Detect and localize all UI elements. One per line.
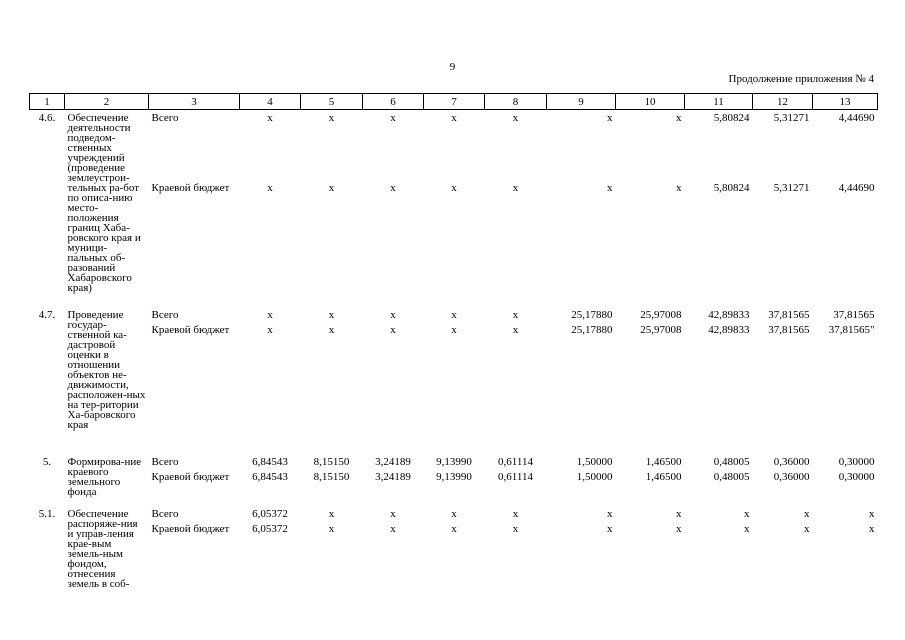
value-cell [753, 506, 813, 596]
value-cell [485, 307, 547, 454]
funding-type: Всего [151, 112, 179, 124]
value: 0,30000 [838, 470, 875, 483]
value-cell [301, 454, 363, 506]
value: x [744, 522, 750, 535]
col-header: 12 [753, 94, 813, 110]
value: 37,81565 [768, 323, 810, 336]
value-cell [240, 307, 301, 454]
value: x [451, 522, 457, 535]
column-header-row [30, 94, 878, 110]
row-number: 5.1. [38, 507, 56, 520]
value-cell [813, 454, 878, 506]
value-cell [363, 506, 424, 596]
value-cell [685, 454, 753, 506]
value: 1,46500 [645, 470, 682, 483]
table-row [30, 506, 878, 596]
value: 25,17880 [571, 323, 613, 336]
value: 3,24189 [375, 455, 411, 468]
value-cell [813, 110, 878, 307]
value-cell [424, 307, 485, 454]
col-header: 13 [813, 94, 878, 110]
funding-type-cell [149, 110, 240, 307]
value-cell [753, 307, 813, 454]
value-cell [547, 307, 616, 454]
value: x [676, 182, 682, 194]
value-cell [616, 307, 685, 454]
value: 8,15150 [313, 455, 350, 468]
value: x [804, 522, 810, 535]
value-cell [301, 506, 363, 596]
value-cell [301, 307, 363, 454]
value: x [512, 112, 519, 124]
value: x [267, 308, 273, 321]
budget-table [29, 93, 878, 596]
value-cell [240, 506, 301, 596]
value-cell [685, 506, 753, 596]
col-header: 9 [547, 94, 616, 110]
value: x [512, 507, 519, 520]
value: 0,48005 [713, 455, 750, 468]
value: x [607, 182, 613, 194]
funding-type: Всего [151, 507, 179, 520]
value: 1,50000 [576, 470, 613, 483]
funding-type-cell [149, 454, 240, 506]
value: x [744, 507, 750, 520]
value: x [676, 507, 682, 520]
value: 5,31271 [773, 112, 810, 124]
funding-type-cell [149, 307, 240, 454]
value-cell [301, 110, 363, 307]
value: 42,89833 [708, 323, 750, 336]
row-name: Формирова-ние краевого земельного фонда [67, 455, 142, 498]
value: 1,50000 [576, 455, 613, 468]
value: 6,84543 [252, 470, 288, 483]
value: x [512, 323, 519, 336]
value: x [804, 507, 810, 520]
row-name: Проведение государ-ственной ка-дастровой оценки в отношении объектов не-движимости, расположен-ных на тер-ритории Ха-баровского края [67, 308, 146, 431]
value: x [390, 308, 396, 321]
value: x [267, 112, 273, 124]
value: 1,46500 [645, 455, 682, 468]
value: x [512, 182, 519, 194]
value-cell [753, 110, 813, 307]
funding-type: Краевой бюджет [151, 522, 230, 535]
value-cell [240, 454, 301, 506]
value: 8,15150 [313, 470, 350, 483]
col-header: 5 [301, 94, 363, 110]
value: 37,81565 [768, 308, 810, 321]
value: x [869, 507, 875, 520]
value: 9,13990 [436, 470, 472, 483]
value: 4,44690 [838, 182, 875, 194]
col-header: 11 [685, 94, 753, 110]
value-cell [616, 454, 685, 506]
row-name: Обеспечение деятельности подведом-ственных учреждений (проведение землеустрои-тельных ра-бот по описа-нию место-положения границ Хаба-ровского края и муници-пальных об-разований Хабаровского края) [67, 112, 141, 294]
value: x [451, 308, 457, 321]
value-cell [424, 110, 485, 307]
value: x [390, 507, 396, 520]
value: x [512, 308, 519, 321]
value-cell [240, 110, 301, 307]
value: x [451, 507, 457, 520]
value-cell [616, 506, 685, 596]
col-header: 10 [616, 94, 685, 110]
value: x [676, 112, 682, 124]
value: x [328, 112, 335, 124]
value: 0,36000 [773, 470, 810, 483]
value: 9,13990 [436, 455, 472, 468]
value-cell [753, 454, 813, 506]
value: x [451, 323, 457, 336]
table-row [30, 454, 878, 506]
value-cell [685, 307, 753, 454]
value: 0,30000 [838, 455, 875, 468]
value-cell [547, 454, 616, 506]
row-number: 4.6. [38, 112, 56, 124]
table-row [30, 307, 878, 454]
value: 37,81565" [828, 323, 875, 336]
value: 37,81565 [833, 308, 875, 321]
value: 5,31271 [773, 182, 810, 194]
value: 0,61114 [498, 470, 533, 483]
funding-type: Всего [151, 455, 179, 468]
value: x [607, 112, 613, 124]
value-cell [685, 110, 753, 307]
value: x [390, 522, 396, 535]
funding-type: Краевой бюджет [151, 470, 230, 483]
value: x [328, 308, 335, 321]
value: 3,24189 [375, 470, 411, 483]
value: 0,61114 [498, 455, 533, 468]
value: x [328, 323, 335, 336]
value: x [328, 182, 335, 194]
value-cell [547, 506, 616, 596]
row-name: Обеспечение распоряже-ния и управ-ления крае-вым земель-ным фондом, отнесения земель в соб- [67, 507, 138, 590]
value-cell [616, 110, 685, 307]
value: 0,36000 [773, 455, 810, 468]
col-header: 6 [363, 94, 424, 110]
value: 25,17880 [571, 308, 613, 321]
value: 5,80824 [713, 182, 750, 194]
value: x [869, 522, 875, 535]
value-cell [363, 307, 424, 454]
funding-type-cell [149, 506, 240, 596]
value-cell [485, 454, 547, 506]
value: x [676, 522, 682, 535]
col-header: 4 [240, 94, 301, 110]
value: 25,97008 [640, 308, 682, 321]
col-header: 3 [149, 94, 240, 110]
value-cell [424, 506, 485, 596]
value-cell [813, 506, 878, 596]
value: 6,05372 [252, 522, 288, 535]
funding-type: Всего [151, 308, 179, 321]
value-cell [424, 454, 485, 506]
value: x [390, 182, 396, 194]
value: x [451, 112, 457, 124]
page-number: 9 [449, 61, 456, 73]
value: 25,97008 [640, 323, 682, 336]
value-cell [485, 506, 547, 596]
col-header: 8 [485, 94, 547, 110]
col-header: 2 [65, 94, 149, 110]
funding-type: Краевой бюджет [151, 182, 230, 194]
value: 5,80824 [713, 112, 750, 124]
value: 4,44690 [838, 112, 875, 124]
value: x [451, 182, 457, 194]
value: 42,89833 [708, 308, 750, 321]
value: x [607, 507, 613, 520]
col-header: 7 [424, 94, 485, 110]
value: x [512, 522, 519, 535]
value: x [328, 522, 335, 535]
value: x [267, 182, 273, 194]
value-cell [813, 307, 878, 454]
value: x [390, 323, 396, 336]
value: x [390, 112, 396, 124]
continuation-label: Продолжение приложения № 4 [728, 73, 874, 85]
value: x [328, 507, 335, 520]
row-number: 4.7. [38, 308, 56, 321]
table-row [30, 110, 878, 307]
value: 6,84543 [252, 455, 288, 468]
value-cell [485, 110, 547, 307]
value: x [267, 323, 273, 336]
value-cell [363, 454, 424, 506]
value-cell [547, 110, 616, 307]
funding-type: Краевой бюджет [151, 323, 230, 336]
value: x [607, 522, 613, 535]
row-number: 5. [42, 455, 52, 468]
col-header: 1 [30, 94, 65, 110]
value: 6,05372 [252, 507, 288, 520]
value-cell [363, 110, 424, 307]
value: 0,48005 [713, 470, 750, 483]
